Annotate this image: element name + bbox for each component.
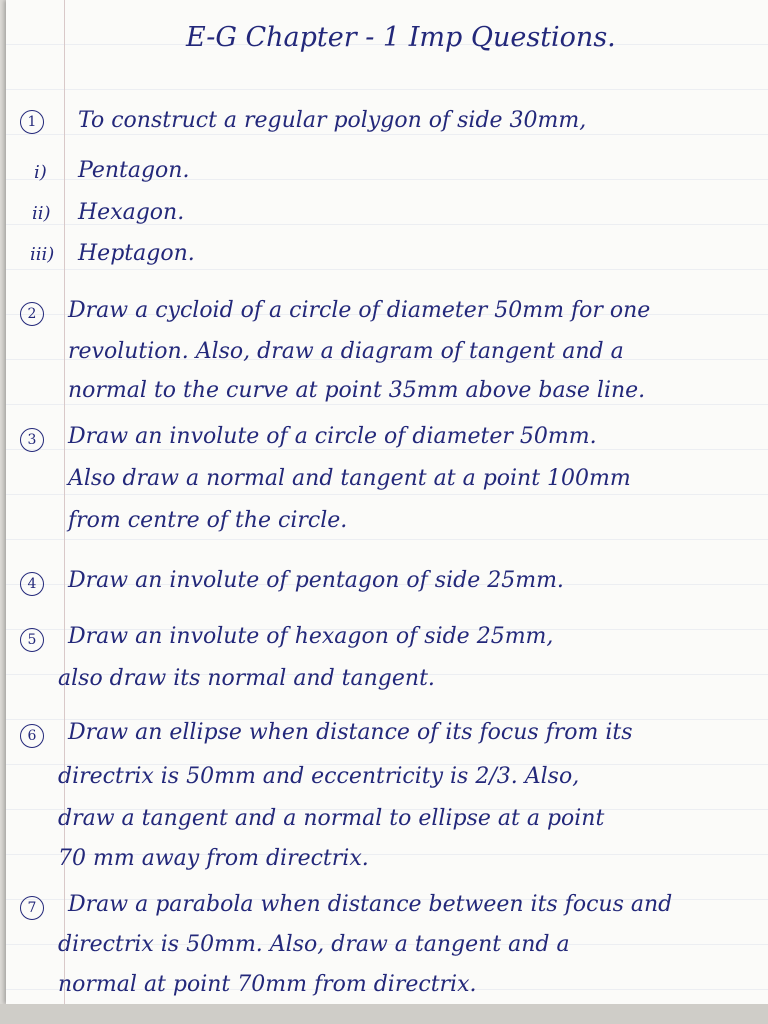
- question-number-5: 5: [20, 628, 44, 652]
- question-number-1: 1: [20, 110, 44, 134]
- subitem-marker-ii: ii): [32, 203, 51, 224]
- desk-surface: [0, 1004, 768, 1024]
- notebook-page: [6, 0, 768, 1004]
- question-3-line-1: Draw an involute of a circle of diameter 50mm.: [68, 424, 597, 449]
- page-title: E-G Chapter - 1 Imp Questions.: [186, 22, 616, 53]
- question-1-line-1: To construct a regular polygon of side 30mm,: [78, 108, 587, 133]
- question-2-line-1: Draw a cycloid of a circle of diameter 50mm for one: [68, 298, 651, 323]
- subitem-marker-i: i): [34, 162, 47, 183]
- question-number-4: 4: [20, 572, 44, 596]
- subitem-hexagon: Hexagon.: [78, 200, 185, 225]
- question-4-line-1: Draw an involute of pentagon of side 25mm.: [68, 568, 564, 593]
- question-3-line-2: Also draw a normal and tangent at a point 100mm: [68, 466, 631, 491]
- question-number-3: 3: [20, 428, 44, 452]
- subitem-marker-iii: iii): [30, 244, 55, 265]
- question-6-line-2: directrix is 50mm and eccentricity is 2/3. Also,: [58, 764, 580, 789]
- question-number-2: 2: [20, 302, 44, 326]
- question-6-line-3: draw a tangent and a normal to ellipse at a point: [58, 806, 605, 831]
- subitem-pentagon: Pentagon.: [78, 158, 190, 183]
- question-number-6: 6: [20, 724, 44, 748]
- question-6-line-1: Draw an ellipse when distance of its focus from its: [68, 720, 633, 745]
- question-7-line-2: directrix is 50mm. Also, draw a tangent and a: [58, 932, 570, 957]
- question-7-line-1: Draw a parabola when distance between its focus and: [68, 892, 673, 917]
- question-2-line-2: revolution. Also, draw a diagram of tangent and a: [68, 339, 624, 364]
- question-2-line-3: normal to the curve at point 35mm above base line.: [68, 378, 646, 403]
- question-5-line-1: Draw an involute of hexagon of side 25mm,: [68, 624, 554, 649]
- question-number-7: 7: [20, 896, 44, 920]
- subitem-heptagon: Heptagon.: [78, 241, 195, 266]
- question-3-line-3: from centre of the circle.: [68, 508, 348, 533]
- question-7-line-3: normal at point 70mm from directrix.: [58, 972, 477, 997]
- question-6-line-4: 70 mm away from directrix.: [58, 846, 369, 871]
- question-5-line-2: also draw its normal and tangent.: [58, 666, 435, 691]
